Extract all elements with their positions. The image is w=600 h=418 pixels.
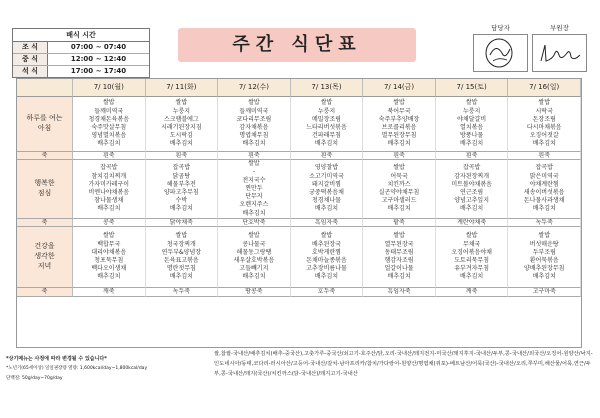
menu-cell: [73, 227, 146, 288]
porridge-cell: 콩죽: [73, 219, 146, 227]
menu-cell: [218, 160, 291, 219]
menu-cell: [508, 160, 581, 219]
menu-item: 얼갈이나물: [384, 265, 414, 273]
menu-item: 배추김치: [314, 273, 339, 281]
menu-item: 전지국수: [242, 176, 266, 184]
menu-item: 배추김치: [242, 209, 266, 217]
porridge-cell: 고구마죽: [508, 288, 581, 297]
porridge-cell: 흑임자죽: [291, 219, 364, 227]
menu-item: 미트볼야채볶음: [451, 180, 492, 188]
menu-item: 잡곡밥: [535, 164, 553, 172]
menu-item: 쌀밥: [538, 99, 550, 107]
meal-time-row: [13, 66, 149, 77]
day-header: 7/ 16(일): [508, 79, 581, 97]
menu-item: 새우살호박볶음: [233, 257, 275, 264]
day-header: 7/ 14(금): [363, 79, 436, 97]
menu-item: 감자채볶음: [239, 124, 269, 131]
approval-director: [532, 24, 587, 72]
day-header: 7/ 11(화): [146, 79, 219, 97]
menu-item: 쌀밥: [102, 232, 115, 240]
menu-item: 돼지갈비찜: [312, 180, 341, 188]
porridge-cell: 팥죽: [363, 219, 436, 227]
menu-item: 동태무조림: [384, 248, 414, 256]
menu-item: 청경채돈육볶음: [88, 115, 130, 123]
porridge-cell: 호두죽: [291, 288, 364, 297]
menu-item: 배추김치: [460, 140, 484, 148]
menu-item: 배추김치: [314, 205, 339, 213]
menu-item: 쌀밥: [248, 99, 260, 107]
table-corner: [17, 79, 73, 97]
menu-item: 어묵국: [390, 172, 408, 180]
menu-item: 참치김치찌개: [91, 172, 127, 180]
meal-label: 행복한 점심: [17, 160, 73, 219]
footer-notes: [6, 354, 206, 384]
menu-cell: [146, 160, 219, 219]
menu-cell: [436, 227, 509, 288]
menu-item: 배추김치: [460, 273, 484, 281]
menu-item: 단무지: [245, 193, 263, 201]
menu-cell: [291, 160, 364, 219]
menu-item: 야채달걀비: [457, 115, 487, 123]
menu-item: 쌀밥: [320, 232, 333, 240]
notice-calorie: *노년기(65세이상) 일일권장량 열량: 1,600kcal/day~1,800kcal/day: [6, 366, 148, 371]
menu-item: 쌀밥: [248, 160, 260, 168]
meal-time-value: 12:00 ~ 12:40: [70, 55, 127, 63]
menu-item: 실곤약야채무침: [378, 189, 420, 196]
meal-time-table: [12, 28, 150, 78]
menu-item: 숙주부추양배장: [378, 115, 420, 123]
day-header: 7/ 10(월): [73, 79, 146, 97]
menu-item: 쌀밥: [393, 164, 405, 172]
menu-item: 도시락김: [169, 132, 193, 140]
menu-item: 스크램블에그: [163, 115, 199, 123]
signature-scribble-icon: [533, 35, 586, 71]
meal-label: 하루를 여는 아침: [17, 97, 73, 152]
menu-item: 잡곡밥: [462, 164, 481, 172]
menu-item: 가자미카레구이: [88, 180, 130, 188]
menu-item: 맑은미역국: [529, 172, 559, 180]
menu-item: 버섯매운탕: [529, 240, 559, 248]
menu-cell: [291, 97, 364, 152]
menu-item: 비엔나야채볶음: [88, 189, 130, 196]
menu-cell: [73, 97, 146, 152]
menu-item: 배추김치: [460, 205, 484, 213]
menu-item: 북어무국: [387, 107, 411, 115]
menu-item: 배추김치: [532, 273, 556, 281]
menu-cell: [73, 160, 146, 219]
menu-item: 쌀밥: [175, 99, 188, 107]
menu-item: 찐만두: [245, 184, 263, 192]
menu-item: 호박게란찜: [312, 248, 341, 256]
menu-item: 열무된장국: [384, 240, 414, 248]
meal-time-label: 조 식: [13, 42, 48, 53]
menu-item: 건파래무침: [312, 132, 341, 140]
menu-item: 배추김치: [169, 273, 193, 281]
menu-item: 느타리버섯볶음: [306, 124, 347, 131]
menu-item: 돈육표고볶음: [163, 257, 199, 264]
menu-item: 명란젓무침: [166, 265, 196, 273]
menu-item: 시락국: [535, 107, 553, 115]
menu-item: 고구마샐러드: [381, 197, 417, 205]
menu-item: 코다리무조림: [236, 115, 272, 123]
menu-cell: [218, 97, 291, 152]
menu-item: 도토리묵무침: [454, 257, 490, 264]
menu-item: 쌀밥: [538, 232, 550, 240]
menu-item: 청경채나물: [312, 197, 341, 205]
menu-item: 방풍나물: [460, 132, 484, 140]
menu-item: 누룽지: [317, 107, 336, 115]
page-title: 주간 식단표: [178, 28, 416, 62]
porridge-cell: 흰죽: [146, 152, 219, 160]
staff-signature: [473, 34, 528, 72]
menu-item: 쌀밥: [393, 232, 405, 240]
porridge-cell: 흰죽: [73, 152, 146, 160]
porridge-cell: 흰죽: [508, 152, 581, 160]
menu-item: 콩나물국: [242, 240, 266, 248]
menu-item: 청포묵무침: [94, 257, 124, 264]
menu-item: 수박: [175, 197, 188, 205]
menu-item: 궁중떡볶음채: [309, 189, 344, 196]
menu-item: 들깨미역국: [239, 107, 269, 115]
menu-item: 양파고추무침: [163, 189, 199, 196]
weekly-menu-table: [16, 78, 582, 348]
meal-time-label: 중 식: [13, 54, 48, 65]
menu-item: 시래기된장지짐: [161, 124, 202, 131]
menu-item: 열치볶음: [460, 124, 484, 131]
menu-cell: [508, 227, 581, 288]
menu-item: 고들빼기지: [239, 265, 269, 273]
meal-time-row: [13, 54, 149, 66]
porridge-label: 죽: [17, 219, 73, 227]
porridge-label: 죽: [17, 288, 73, 297]
menu-item: 오렌지주스: [239, 201, 269, 209]
menu-item: 잡곡밥: [100, 164, 118, 172]
meal-time-value: 17:00 ~ 17:40: [70, 67, 127, 75]
menu-item: 배추김치: [97, 140, 121, 148]
menu-item: 배추김치: [532, 205, 556, 213]
meal-time-value: 07:00 ~ 07:40: [70, 43, 127, 51]
porridge-cell: 녹두죽: [508, 219, 581, 227]
porridge-cell: 깨죽: [73, 288, 146, 297]
porridge-cell: 흰죽: [363, 152, 436, 160]
menu-item: 대리야채볶음: [91, 248, 127, 256]
menu-item: 해물부추전: [166, 180, 196, 188]
approval-staff-label: 담당자: [491, 24, 510, 32]
menu-item: 연두부&양념장: [161, 248, 202, 256]
meal-time-row: [13, 42, 149, 54]
menu-item: 돈채마늘종볶음: [306, 257, 347, 264]
menu-item: 고추장비름나물: [306, 265, 347, 273]
menu-item: 양념고추잎지: [454, 197, 490, 205]
menu-item: 다시마채볶음: [526, 124, 562, 131]
menu-cell: [436, 160, 509, 219]
menu-item: 쌀밥: [465, 99, 478, 107]
menu-item: 배추김치: [387, 205, 411, 213]
menu-item: 쌀밥: [102, 99, 115, 107]
director-signature: [532, 34, 587, 72]
porridge-label: 죽: [17, 152, 73, 160]
notice-change: *상기메뉴는 사정에 따라 변경될 수 있습니다*: [6, 356, 107, 362]
menu-item: 영념멸치볶음: [91, 132, 127, 140]
menu-item: 배추김치: [387, 140, 411, 148]
origin-info: 쌀,찹쌀-국내산/배추김치(배추-중국산),고춧가루-중국산/쇠고기-호주산/닭,오리-국내산/돼지전지-미국산/돼지후지-국내산/두부,콩-국내산/외국산/오징어-원양산/낙지-인도네시아/동태,코다리-러시아산/고등어-국내산/갈치-남아프리카/참치/가다랑어-원양산/명엽채(쥐포)-베트남산/어묵(국산)-국내산/오리,쭈꾸미,해산물/어묵,연근/두부,콩-국내산/돼지(국산)/치킨까스(닭-국내산)/돼지고기-국내산: [214, 351, 593, 378]
menu-item: 배추김치: [314, 140, 339, 148]
menu-item: 쌀밥: [393, 99, 405, 107]
approval-director-label: 부원장: [550, 24, 569, 32]
menu-item: 배추된장국: [312, 240, 341, 248]
menu-cell: [363, 227, 436, 288]
menu-item: 해물동그랑땡: [236, 248, 272, 256]
menu-item: 들깨미역국: [94, 107, 124, 115]
meal-time-label: 석 식: [13, 66, 48, 77]
menu-item: 연근조림: [460, 189, 484, 196]
signature-stamp-icon: [474, 35, 527, 71]
menu-item: 배추김치: [169, 205, 193, 213]
menu-item: 쌀밥: [248, 232, 260, 240]
menu-cell: [436, 97, 509, 152]
menu-item: 배추김치: [169, 140, 193, 148]
menu-cell: [508, 97, 581, 152]
porridge-cell: 흰죽: [291, 152, 364, 160]
menu-item: 양배추된장무침: [523, 265, 565, 273]
menu-item: 무채국: [462, 240, 481, 248]
menu-item: 햄감자조림: [384, 257, 414, 264]
menu-item: 브로콜리볶음: [381, 124, 417, 131]
menu-item: 환어묵볶음: [529, 257, 559, 264]
porridge-cell: 흰죽: [436, 152, 509, 160]
meal-time-title: 배식 시간: [13, 29, 149, 42]
menu-item: 배추김치: [242, 273, 266, 281]
menu-item: 메밀장조림: [312, 115, 341, 123]
menu-item: 야채계란찜: [529, 180, 559, 188]
menu-item: 소고기미역국: [309, 172, 344, 180]
menu-item: 새송이버섯볶음: [523, 189, 565, 196]
menu-item: 유부겨자무침: [454, 265, 490, 273]
menu-cell: [363, 97, 436, 152]
menu-item: 두부조림: [532, 248, 556, 256]
porridge-cell: 흑임자죽: [363, 288, 436, 297]
day-header: 7/ 12(수): [218, 79, 291, 97]
notice-protein: 단백질: 50g/day~70g/day: [6, 376, 63, 381]
menu-item: 오징어볶음야채: [451, 248, 492, 256]
menu-item: 참나물생채: [94, 197, 124, 205]
porridge-cell: 녹두죽: [146, 288, 219, 297]
menu-cell: [291, 227, 364, 288]
approval-box: [473, 24, 588, 72]
menu-item: 영양찰밥: [314, 164, 339, 172]
menu-item: 누룽지: [462, 107, 481, 115]
menu-item: -: [252, 168, 255, 176]
menu-item: 치킨까스: [387, 180, 411, 188]
menu-item: 감자된장찌개: [454, 172, 490, 180]
menu-item: 쌀밥: [175, 232, 188, 240]
menu-item: 배추김치: [242, 140, 266, 148]
menu-item: 멸무된장무침: [381, 132, 417, 140]
menu-item: 백다오이생채: [91, 265, 127, 273]
menu-cell: [363, 160, 436, 219]
day-header: 7/ 15(토): [436, 79, 509, 97]
menu-item: 배추김치: [387, 273, 411, 281]
meal-label: 건강을 생각한 저녁: [17, 227, 73, 288]
menu-item: 돈장조림: [532, 115, 556, 123]
menu-item: 명엽채무침: [239, 132, 269, 140]
menu-cell: [146, 227, 219, 288]
menu-item: 배추김치: [532, 140, 556, 148]
porridge-cell: 계란야채죽: [436, 219, 509, 227]
menu-item: 돈나물사과생채: [523, 197, 565, 205]
porridge-cell: 닭야채죽: [146, 219, 219, 227]
menu-item: 배추김치: [97, 205, 121, 213]
menu-item: 잡곡밥: [172, 164, 191, 172]
porridge-cell: 단호박죽: [218, 219, 291, 227]
porridge-cell: 흰죽: [218, 152, 291, 160]
approval-staff: [473, 24, 528, 72]
menu-cell: [218, 227, 291, 288]
menu-item: 청국장찌개: [166, 240, 196, 248]
menu-item: 오징어젓갈: [529, 132, 559, 140]
porridge-cell: 깨죽: [436, 288, 509, 297]
day-header: 7/ 13(목): [291, 79, 364, 97]
menu-item: 닭곰탕: [172, 172, 191, 180]
menu-item: 배추김치: [97, 273, 121, 281]
menu-item: 숙주맛살무침: [91, 124, 127, 131]
menu-item: 쌀밥: [320, 99, 333, 107]
menu-cell: [146, 97, 219, 152]
menu-item: 누룽지: [172, 107, 191, 115]
porridge-cell: 땅콩죽: [218, 288, 291, 297]
menu-item: 쌀밥: [465, 232, 478, 240]
menu-item: 백합무국: [97, 240, 121, 248]
